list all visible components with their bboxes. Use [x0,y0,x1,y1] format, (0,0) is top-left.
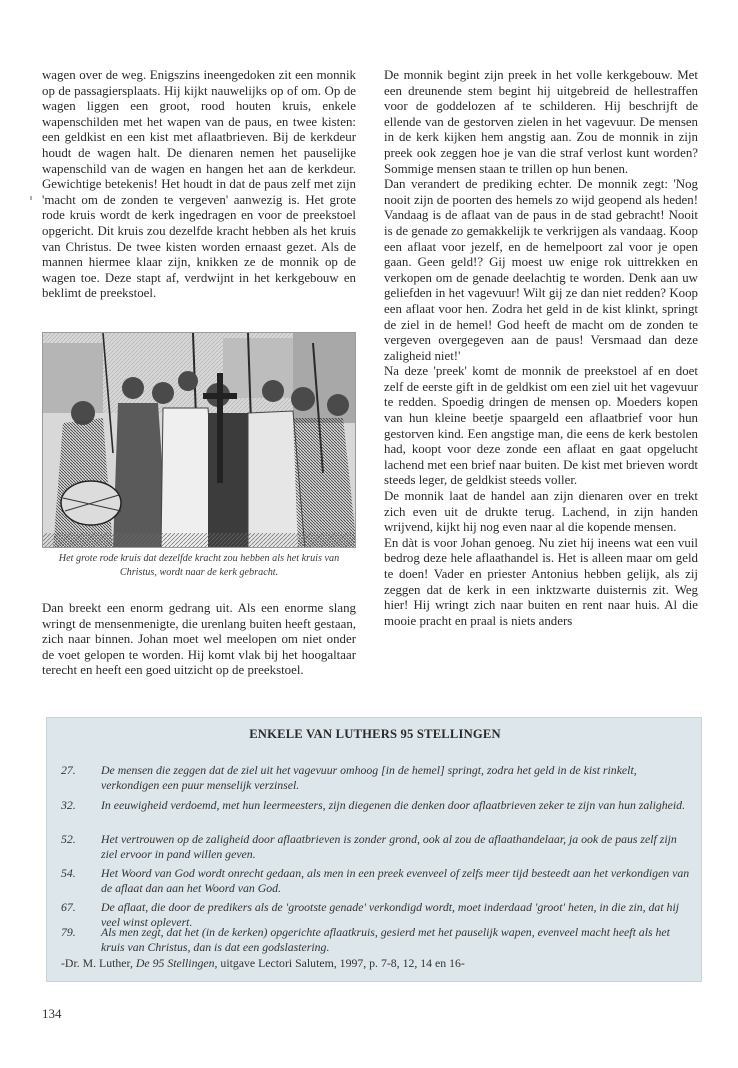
margin-mark [30,196,32,200]
paragraph: De monnik laat de handel aan zijn dienaren over en trekt zich even uit de drukte terug. Lachend, in zijn handen wrijvend, kijkt hij nog even naar al die kopende mensen. [384,489,698,535]
thesis-number: 52. [61,832,76,846]
thesis-item [61,832,691,862]
paragraph: Dan breekt een enorm gedrang uit. Als een enorme slang wringt de mensenmenigte, die urenlang buiten heeft gestaan, zich naar binnen. Johan moet wel meelopen om niet onder de voet gelopen te worden. Hij komt vlak bij het hoogaltaar terecht en heeft een goed uitzicht op de preekstoel. [42,601,356,678]
thesis-text: In eeuwigheid verdoemd, met hun leermeesters, zijn diegenen die denken door aflaatbrieven zeker te zijn van hun zaligheid. [101,798,686,812]
left-column-bottom-text [42,601,356,679]
thesis-text: Het vertrouwen op de zaligheid door aflaatbrieven is zonder grond, ook al zou de aflaathandelaar, ja ook de paus zelf zijn ziel ervoor in pand willen geven. [101,832,677,861]
attribution [61,956,691,971]
paragraph: wagen over de weg. Enigszins ineengedoken zit een monnik op de passagiersplaats. Hij kijkt nauwelijks op of om. Op de wagen liggen een groot, rood houten kruis, enkele wapenschilden met het wapen van de paus, en twee kisten: een geldkist en een kist met aflaatbrieven. Bij de kerkdeur houdt de wagen halt. De dienaren nemen het pauselijke wapenschild van de wagen en hangen het aan de kerkdeur. Gewichtige betekenis! Het houdt in dat de paus zelf met zijn 'macht om de zonden te vergeven' aanwezig is. Het grote rode kruis wordt de kerk ingedragen en voor de preekstoel opgericht. Dit kruis zou dezelfde kracht hebben als het kruis van Christus. De twee kisten worden ernaast gezet. Als de mannen hiermee klaar zijn, knikken ze de monnik op de wagen toe. Deze stapt af, verdwijnt in het kerkgebouw en beklimt de preekstoel. [42,68,356,301]
thesis-number: 79. [61,925,76,939]
right-column-text [384,68,698,629]
thesis-item [61,763,691,793]
thesis-text: De mensen die zeggen dat de ziel uit het vagevuur omhoog [in de hemel] springt, zodra het geld in de kist rinkelt, verkondigen een puur menselijk verzinsel. [101,763,637,792]
attribution-prefix: -Dr. M. Luther, [61,956,133,970]
engraving-illustration [42,332,356,548]
thesis-item [61,866,691,896]
thesis-text: Als men zegt, dat het (in de kerken) opgerichte aflaatkruis, gesierd met het pauselijk wapen, evenveel macht heeft als het kruis van Christus, dan is dat een godslastering. [101,925,670,954]
page-number: 134 [42,1006,62,1021]
paragraph: Dan verandert de prediking echter. De monnik zegt: 'Nog nooit zijn de poorten des hemels zo wijd geopend als heden! Vandaag is de aflaat van de paus in de stad gebracht! Nooit is de genade zo gemakkelijk te verkrijgen als vandaag. Koop een aflaat voor jezelf, en de hemelpoort zal voor je open gaan. Geen geld!? Gij moest uw enige rok uittrekken en verkopen om de genade deelachtig te worden. Denk aan uw geliefden in het vagevuur! Wilt gij ze dan niet redden? Koop een aflaat voor hen. Zodra het geld in de kist klinkt, springt de ziel in de hemel! God heeft de macht om de zonden te vergeven overgegeven aan de paus! Versmaad dan deze zaligheid niet!' [384,177,698,363]
theses-box [46,717,702,982]
paragraph: De monnik begint zijn preek in het volle kerkgebouw. Met een dreunende stem begint hij uitgebreid de hellestraffen voor de goddelozen af te schilderen. Hij beschrijft de ellende van de gestorven zielen in het vagevuur. De mensen in de kerk kijken hem angstig aan. Zou de monnik in zijn preek ook zeggen hoe je van die straf verlost kunt worden? Sommige mensen staan te trillen op hun benen. [384,68,698,176]
thesis-number: 54. [61,866,76,880]
attribution-suffix: , uitgave Lectori Salutem, 1997, p. 7-8, 12, 14 en 16- [214,956,465,970]
thesis-text: Het Woord van God wordt onrecht gedaan, als men in een preek evenveel of zelfs meer tijd besteedt aan het verkondigen van de aflaat dan aan het Woord van God. [101,866,690,895]
theses-title: ENKELE VAN LUTHERS 95 STELLINGEN [249,727,501,741]
thesis-number: 32. [61,798,76,812]
paragraph: Na deze 'preek' komt de monnik de preekstoel af en doet zelf de eerste gift in de geldkist om een ziel uit het vagevuur te redden. Spoedig dringen de mensen op. Moeders kopen van hun kleine beetje spaargeld een aflaatbrief voor hun gestorven kind. Een angstige man, die eens de kerk bestolen had, koopt voor deze zonde een aflaat en gaat opgelucht lachend met een brief naar buiten. De kist met brieven wordt steeds leger, de geldkist steeds voller. [384,364,698,488]
thesis-text: De aflaat, die door de predikers als de 'grootste genade' verkondigd wordt, moet inderdaad 'groot' heten, in die zin, dat hij veel winst oplevert. [101,900,680,929]
thesis-item [61,798,691,813]
thesis-item [61,925,691,955]
thesis-number: 67. [61,900,76,914]
left-column-top-text [42,68,356,302]
illustration-caption: Het grote rode kruis dat dezelfde kracht zou hebben als het kruis van Christus, wordt naar de kerk gebracht. [58,553,340,578]
thesis-number: 27. [61,763,76,777]
attribution-book-title: De 95 Stellingen [135,956,215,970]
paragraph: En dàt is voor Johan genoeg. Nu ziet hij ineens wat een vuil bedrog deze hele aflaathandel is. Het is alleen maar om geld te doen! Vader en priester Antonius hebben gelijk, als zij zeggen dat de kerk in een inktzwarte duisternis zit. Weg hier! Hij wringt zich naar buiten en rent naar huis. Al die mooie pracht en praal is niets anders [384,535,698,628]
engraving-image [43,333,356,548]
